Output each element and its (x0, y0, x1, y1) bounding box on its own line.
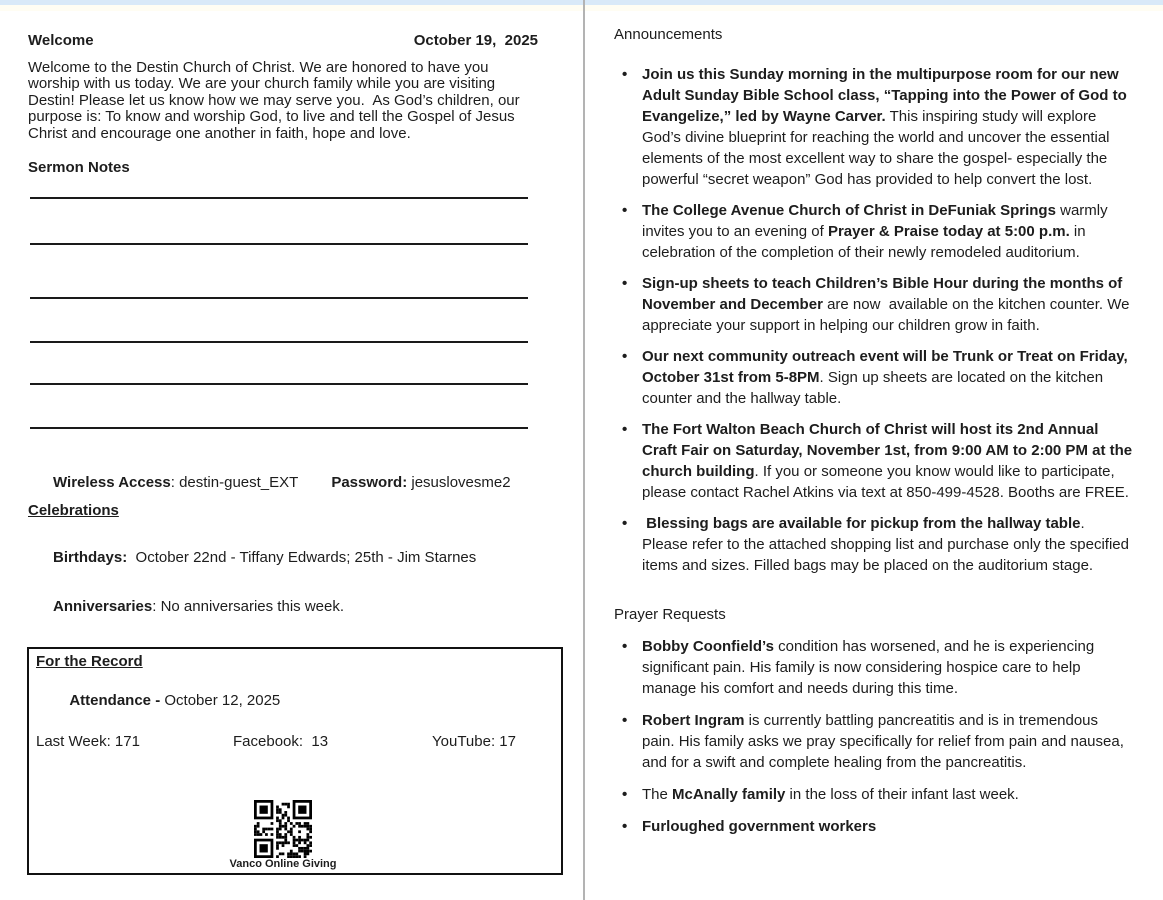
announcement-item: • The College Avenue Church of Christ in DeFuniak Springs warmly invites you to an evening of Prayer & Praise today at 5:00 p.m. in celebration of the completion of their newly remodeled auditorium. (614, 200, 1133, 263)
announcement-item: • Join us this Sunday morning in the multipurpose room for our new Adult Sunday Bible School class, “Tapping into the Power of God to Evangelize,” led by Wayne Carver. This inspiring study will explore God’s divine blueprint for reaching the world and uncover the essential elements of the most excellent way to share the gospel- especially the powerful “secret weapon” God has provided to help convert the lost. (614, 64, 1133, 190)
for-the-record-box (27, 647, 563, 875)
anniversaries-label: Anniversaries (53, 598, 153, 615)
for-the-record-title: For the Record (36, 653, 143, 670)
anniversaries-row (28, 581, 344, 632)
welcome-header-row (28, 32, 538, 49)
wireless-access-row (28, 457, 511, 508)
attendance-date: October 12, 2025 (160, 692, 281, 709)
attendance-label: Attendance - (69, 692, 161, 709)
prayer-request-item: • Furloughed government workers (614, 816, 1133, 837)
birthdays-row (28, 532, 476, 583)
announcements-title: Announcements (614, 26, 723, 43)
birthdays-value: October 22nd - Tiffany Edwards; 25th - Jim Starnes (127, 549, 477, 566)
sermon-note-line (30, 341, 528, 343)
password-label: Password: (331, 474, 408, 491)
attendance-row (36, 675, 561, 726)
announcement-item: • Sign-up sheets to teach Children’s Bible Hour during the months of November and December are now available on the kitchen counter. We appreciate your support in helping our children grow in faith. (614, 273, 1133, 336)
announcement-item: • Our next community outreach event will be Trunk or Treat on Friday, October 31st from 5-8PM. Sign up sheets are located on the kitchen counter and the hallway table. (614, 346, 1133, 409)
prayer-requests-title: Prayer Requests (614, 606, 726, 623)
bulletin-date: October 19, 2025 (413, 32, 538, 49)
stat-youtube: YouTube: 17 (432, 733, 516, 750)
wireless-ssid: : destin-guest_EXT (170, 474, 299, 491)
password-value: jesuslovesme2 (407, 474, 511, 491)
sermon-note-line (30, 427, 528, 429)
announcement-item: • Blessing bags are available for pickup from the hallway table. Please refer to the attached shopping list and purchase only the specified items and sizes. Filled bags may be placed on the auditorium stage. (614, 513, 1133, 576)
prayer-request-item: • Robert Ingram is currently battling pancreatitis and is in tremendous pain. His family asks we pray specifically for relief from pain and nausea, and for a swift and complete healing from the pancreatitis. (614, 710, 1133, 773)
sermon-notes-title: Sermon Notes (28, 159, 130, 176)
announcements-list (614, 64, 1137, 576)
prayer-requests-list (614, 636, 1133, 837)
sermon-note-line (30, 197, 528, 199)
sermon-note-line (30, 243, 528, 245)
celebrations-title: Celebrations (28, 502, 119, 519)
wireless-access-label: Wireless Access (53, 474, 171, 491)
prayer-request-item: • Bobby Coonfield’s condition has worsened, and he is experiencing significant pain. His family is now considering hospice care to help manage his comfort and needs during this time. (614, 636, 1133, 699)
stat-facebook: Facebook: 13 (233, 733, 329, 750)
column-divider (583, 0, 585, 900)
birthdays-label: Birthdays: (53, 549, 128, 566)
sermon-note-line (30, 383, 528, 385)
attendance-stats-row (36, 733, 561, 753)
qr-caption: Vanco Online Giving (229, 858, 337, 870)
sermon-note-line (30, 297, 528, 299)
right-column (614, 0, 1137, 848)
welcome-paragraph: Welcome to the Destin Church of Christ. We are honored to have you worship with us today. We are your church family while you are visiting Destin! Please let us know how we may serve you. As God’s children, our purpose is: To know and worship God, to live and tell the Gospel of Jesus Christ and encourage one another in faith, hope and love. (28, 59, 524, 142)
qr-code-icon (254, 800, 312, 858)
announcement-item: • The Fort Walton Beach Church of Christ will host its 2nd Annual Craft Fair on Saturday, November 1st, from 9:00 AM to 2:00 PM at the church building. If you or someone you know would like to participate, please contact Rachel Atkins via text at 850-499-4528. Booths are FREE. (614, 419, 1133, 503)
prayer-request-item: • The McAnally family in the loss of their infant last week. (614, 784, 1133, 805)
anniversaries-value: : No anniversaries this week. (152, 598, 344, 615)
welcome-title: Welcome (28, 32, 94, 49)
stat-last-week: Last Week: 171 (36, 733, 140, 750)
